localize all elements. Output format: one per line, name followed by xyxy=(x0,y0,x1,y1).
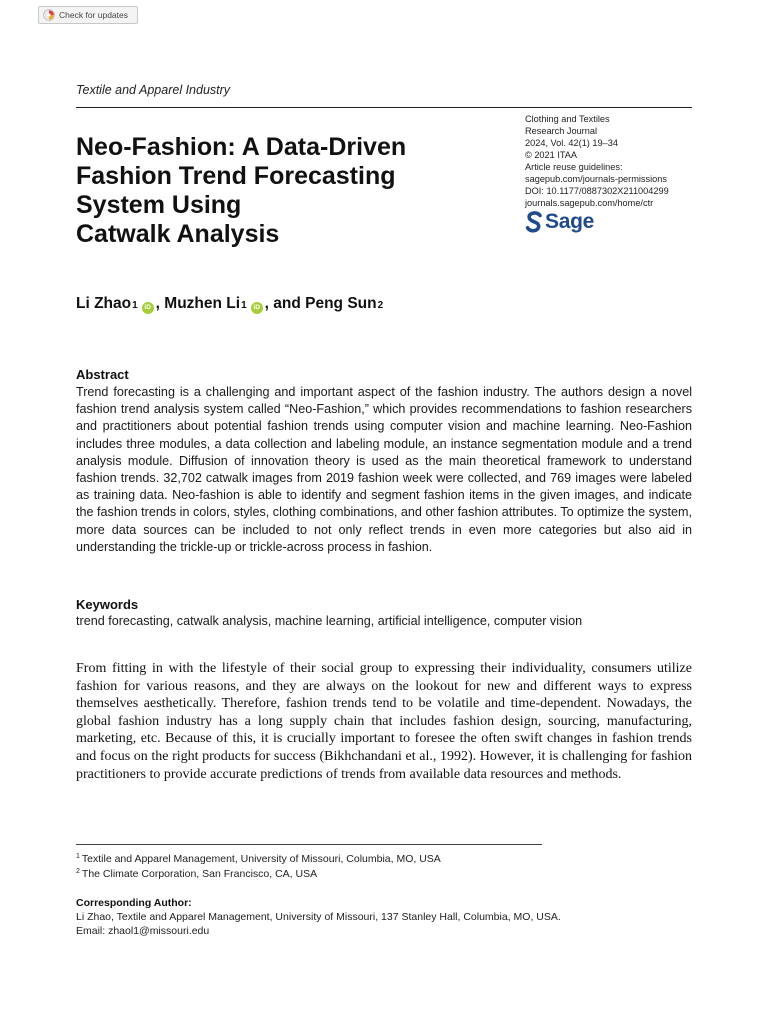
check-for-updates-label: Check for updates xyxy=(59,10,128,20)
title-line: Neo-Fashion: A Data-Driven xyxy=(76,133,407,161)
title-line: Fashion Trend Forecasting xyxy=(76,162,396,190)
doi[interactable]: DOI: 10.1177/0887302X211004299 xyxy=(525,186,669,196)
footnote-rule xyxy=(76,844,542,845)
keywords-heading: Keywords xyxy=(76,597,139,612)
author-list: Li Zhao 1 iD , Muzhen Li 1 iD , and Peng Sun 2 xyxy=(76,295,384,312)
corresponding-author-email[interactable]: Email: zhaol1@missouri.edu xyxy=(76,925,210,937)
title-line: Catwalk Analysis xyxy=(76,220,280,248)
journal-metadata xyxy=(525,113,669,209)
footnote xyxy=(76,868,317,880)
publisher-logo[interactable] xyxy=(525,210,594,234)
author-name[interactable]: Peng Sun xyxy=(305,295,377,312)
footnote-marker: 1 xyxy=(76,852,80,860)
keywords-text: trend forecasting, catwalk analysis, machine learning, artificial intelligence, computer vision xyxy=(76,614,583,628)
header-rule xyxy=(76,107,692,108)
article-title xyxy=(76,133,496,249)
journal-name-line-2: Research Journal xyxy=(525,126,598,136)
author-separator: , xyxy=(155,295,165,312)
journal-home-link[interactable]: journals.sagepub.com/home/ctr xyxy=(525,198,654,208)
footnote-text: Textile and Apparel Management, University of Missouri, Columbia, MO, USA xyxy=(81,853,441,865)
author-separator: , and xyxy=(264,295,306,312)
sage-s-icon xyxy=(525,210,543,234)
orcid-icon[interactable]: iD xyxy=(142,302,154,314)
footnote-marker: 2 xyxy=(76,867,80,875)
corresponding-author-address: Li Zhao, Textile and Apparel Management, University of Missouri, 137 Stanley Hall, Columbia, MO, USA. xyxy=(76,911,561,923)
abstract-heading: Abstract xyxy=(76,367,129,382)
journal-name-line-1: Clothing and Textiles xyxy=(525,114,610,124)
author-name[interactable]: Li Zhao xyxy=(76,295,132,312)
check-for-updates-button[interactable] xyxy=(38,6,138,24)
volume-info: 2024, Vol. 42(1) 19–34 xyxy=(525,138,618,148)
reuse-guidelines-label: Article reuse guidelines: xyxy=(525,162,623,172)
update-icon xyxy=(43,9,55,21)
introduction-paragraph: From fitting in with the lifestyle of their social group to expressing their individuality, consumers utilize fashion for various reasons, and they are always on the lookout for new and different ways to express themselves aesthetically. Therefore, fashion trends tend to be volatile and time-dependent. Nowadays, the global fashion industry has a long supply chain that includes fashion design, sourcing, manufacturing, marketing, etc. Because of this, it is crucially important to foresee the often swift changes in fashion trends and focus on the right products for success (Bikhchandani et al., 1992). However, it is challenging for fashion practitioners to provide accurate predictions of trends from available data resources and methods. xyxy=(76,661,692,782)
footnote-text: The Climate Corporation, San Francisco, CA, USA xyxy=(81,868,318,880)
journal-section-header: Textile and Apparel Industry xyxy=(76,83,231,97)
abstract-text: Trend forecasting is a challenging and important aspect of the fashion industry. The authors design a novel fashion trend analysis system called “Neo-Fashion,” which provides recommendations to fashion researchers and practitioners about potential fashion trends using computer vision and machine learning. Neo-Fashion includes three modules, a data collection and labeling module, an instance segmentation module and a trend analysis module. Diffusion of innovation theory is used as the main theoretical framework to understand fashion trends. 32,702 catwalk images from 2019 fashion week were collected, and 769 images were labeled as training data. Neo-fashion is able to identify and segment fashion items in the given images, and indicate the fashion trends in colors, styles, clothing combinations, and other fashion attributes. To optimize the system, more data sources can be included to not only reflect trends in even more categories but also aid in understanding the trickle-up or trickle-across process in fashion. xyxy=(76,385,692,554)
title-line: System Using xyxy=(76,191,242,219)
copyright: © 2021 ITAA xyxy=(525,150,578,160)
footnote xyxy=(76,853,441,865)
corresponding-author-heading: Corresponding Author: xyxy=(76,897,192,909)
publisher-logo-text: Sage xyxy=(545,210,594,233)
permissions-link[interactable]: sagepub.com/journals-permissions xyxy=(525,174,667,184)
author-name[interactable]: Muzhen Li xyxy=(164,295,241,312)
orcid-icon[interactable]: iD xyxy=(251,302,263,314)
